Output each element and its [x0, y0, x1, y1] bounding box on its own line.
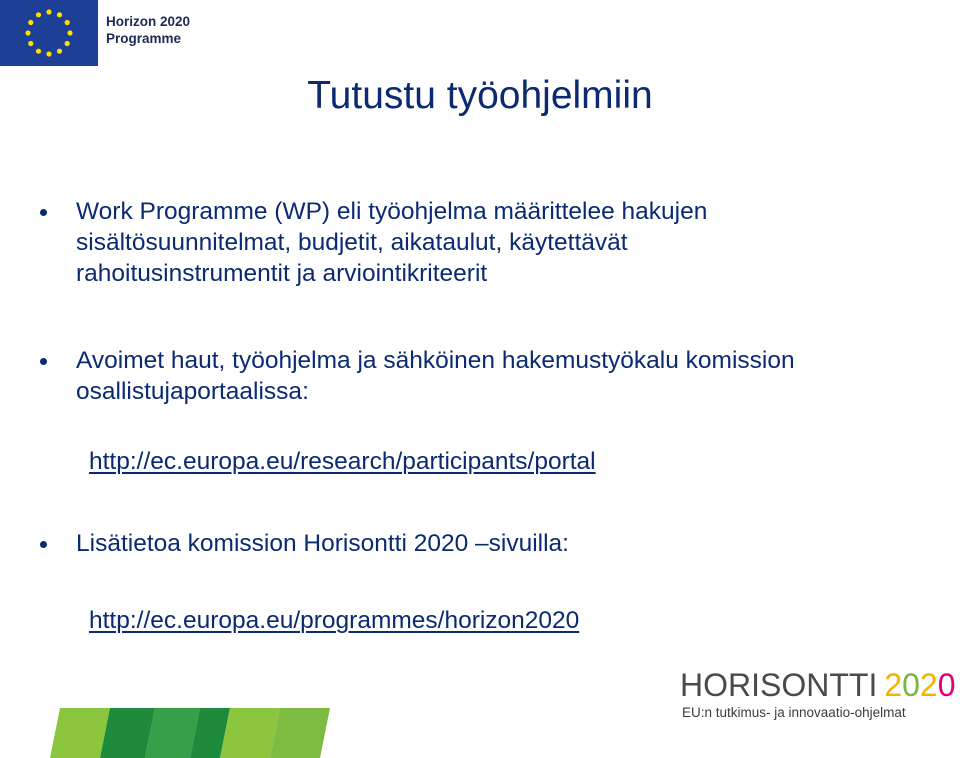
programme-line-1: Horizon 2020 — [106, 14, 191, 29]
bullet-open-calls: Avoimet haut, työohjelma ja sähköinen hakemustyökalu komission osallistujaportaalissa: — [76, 345, 936, 407]
eu-flag-icon — [0, 0, 98, 66]
decorative-stripes — [0, 708, 340, 758]
programme-line-2: Programme — [106, 31, 182, 46]
stripe — [50, 708, 110, 758]
bullet-more-info: Lisätietoa komission Horisontti 2020 –sivuilla: — [76, 530, 569, 557]
slide-title: Tutustu työohjelmiin — [307, 74, 653, 117]
logo-subtitle: EU:n tutkimus- ja innovaatio-ohjelmat — [682, 705, 906, 720]
portal-link[interactable]: http://ec.europa.eu/research/participants/portal — [89, 448, 596, 475]
logo-digit: 2 — [884, 667, 903, 703]
horisontti-word: HORISONTTI — [680, 667, 878, 703]
stripe — [220, 708, 280, 758]
logo-digit: 0 — [937, 667, 956, 703]
stripe — [270, 708, 330, 758]
horizon2020-link[interactable]: http://ec.europa.eu/programmes/horizon2020 — [89, 607, 580, 634]
horisontti-wordmark — [680, 668, 956, 702]
logo-digit: 0 — [902, 667, 920, 703]
bullet-work-programme: Work Programme (WP) eli työohjelma määrittelee hakujen sisältösuunnitelmat, budjetit, aikataulut, käytettävät rahoitusinstrumentit ja arviointikriteerit — [76, 196, 836, 289]
horisontti-2020-logo — [680, 668, 956, 720]
programme-name — [106, 13, 190, 47]
logo-digit: 2 — [919, 667, 938, 703]
